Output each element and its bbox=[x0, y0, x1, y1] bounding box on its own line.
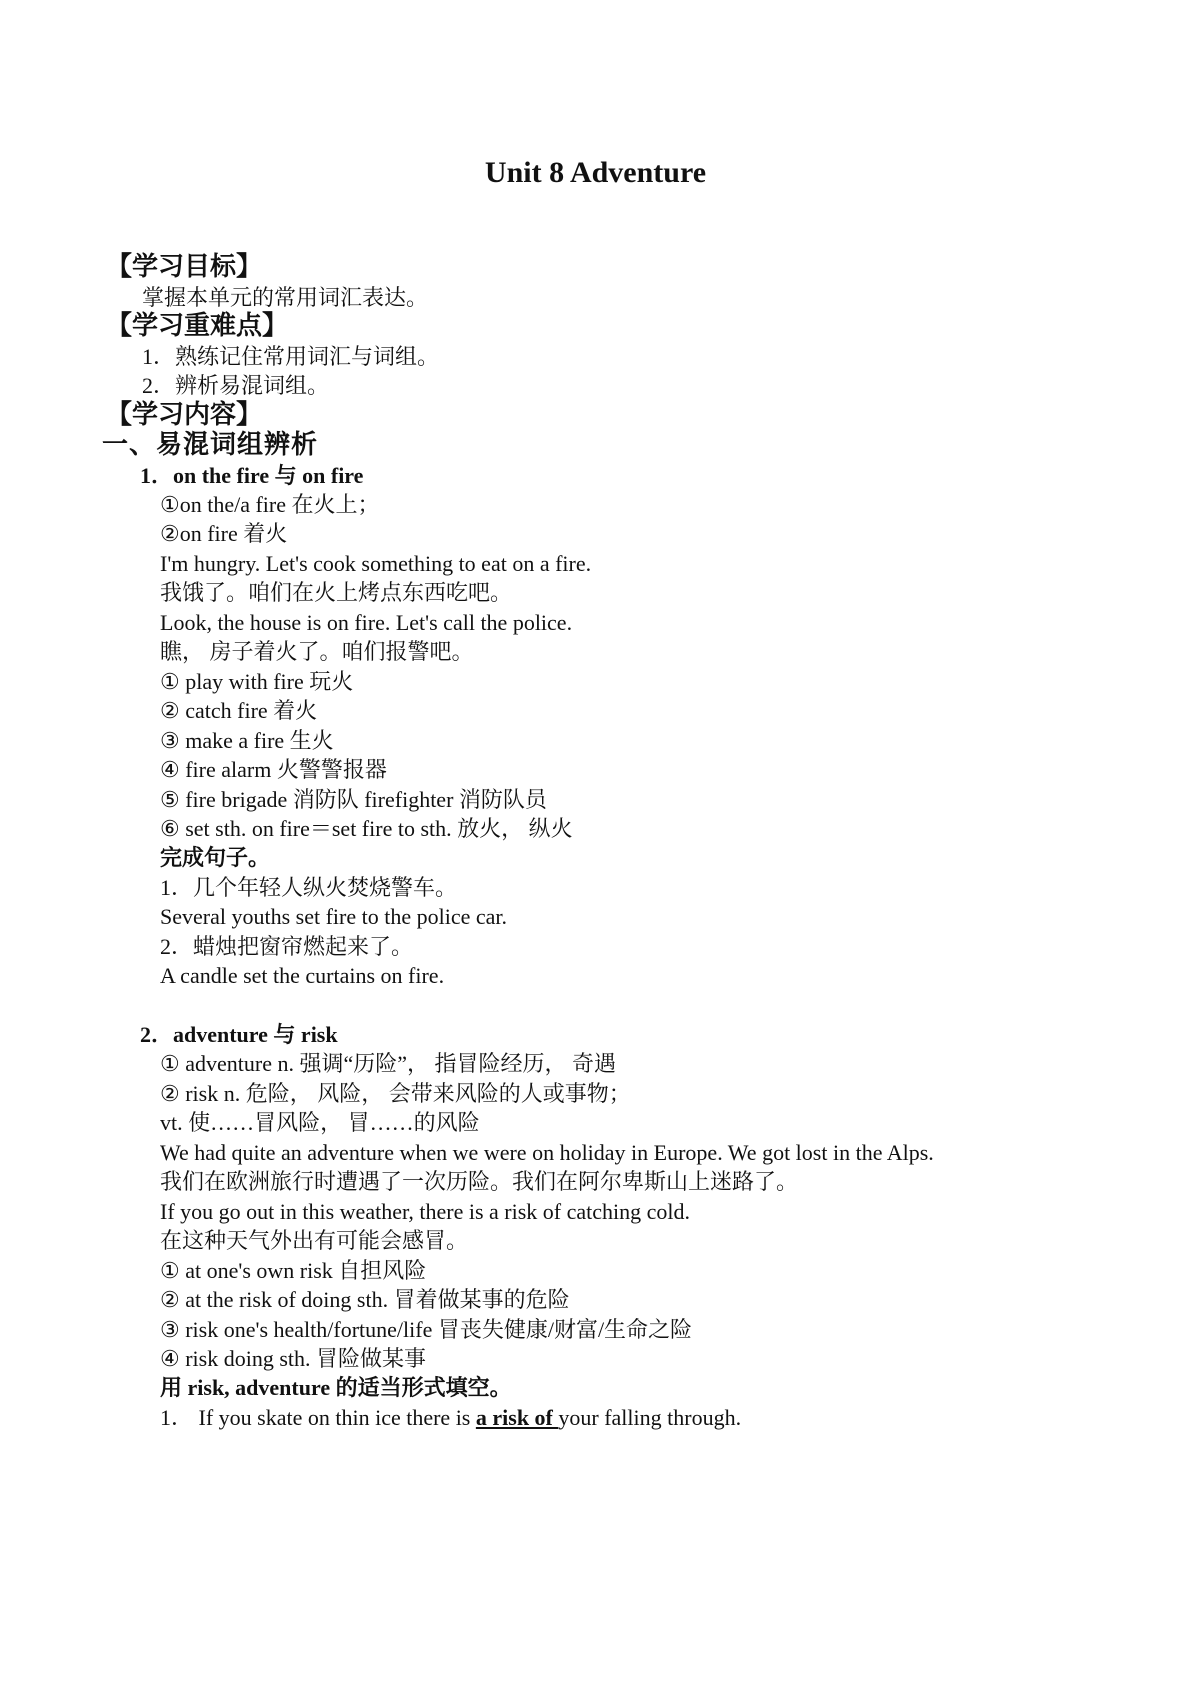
item1-answer-en: A candle set the curtains on fire. bbox=[160, 963, 445, 988]
page-title: Unit 8 Adventure bbox=[484, 156, 707, 189]
item1-phrase: ④ fire alarm 火警警报器 bbox=[160, 757, 387, 782]
item1-question-zh: 1．几个年轻人纵火焚烧警车。 bbox=[160, 875, 458, 900]
item2-example-en: We had quite an adventure when we were on holiday in Europe. We got lost in the Alps. bbox=[160, 1140, 934, 1165]
keypoint-item: 1．熟练记住常用词汇与词组。 bbox=[142, 344, 440, 369]
item1-phrase: ⑥ set sth. on fire＝set fire to sth. 放火， 纵火 bbox=[160, 816, 573, 841]
item1-phrase: ② catch fire 着火 bbox=[160, 698, 318, 723]
item2-phrase: ② at the risk of doing sth. 冒着做某事的危险 bbox=[160, 1287, 570, 1312]
item2-phrase: ④ risk doing sth. 冒险做某事 bbox=[160, 1346, 427, 1371]
item2-example-en: If you go out in this weather, there is a risk of catching cold. bbox=[160, 1199, 691, 1224]
objective-text: 掌握本单元的常用词汇表达。 bbox=[142, 285, 429, 310]
item2-question bbox=[160, 1403, 741, 1433]
item2-heading: 2．adventure 与 risk bbox=[140, 1022, 338, 1047]
item2-phrase: ③ risk one's health/fortune/life 冒丧失健康/财富/生命之险 bbox=[160, 1317, 693, 1342]
keypoints-heading: 【学习重难点】 bbox=[106, 311, 289, 340]
part-one-heading: 一、易混词组辨析 bbox=[102, 430, 319, 459]
item2-exercise-heading: 用 risk, adventure 的适当形式填空。 bbox=[160, 1375, 512, 1400]
item1-phrase: ⑤ fire brigade 消防队 firefighter 消防队员 bbox=[160, 787, 547, 812]
item2-definition: ① adventure n. 强调“历险”， 指冒险经历， 奇遇 bbox=[160, 1051, 616, 1076]
item2-question-suffix: your falling through. bbox=[558, 1405, 742, 1430]
objective-heading: 【学习目标】 bbox=[106, 252, 263, 281]
content-heading: 【学习内容】 bbox=[106, 400, 263, 429]
item1-phrase: ① play with fire 玩火 bbox=[160, 669, 354, 694]
item2-answer-blank: a risk of bbox=[475, 1405, 559, 1430]
item2-definition: vt. 使……冒风险， 冒……的风险 bbox=[160, 1110, 480, 1135]
item1-example-zh: 瞧， 房子着火了。咱们报警吧。 bbox=[160, 639, 474, 664]
item2-phrase: ① at one's own risk 自担风险 bbox=[160, 1258, 427, 1283]
item1-heading: 1．on the fire 与 on fire bbox=[140, 463, 364, 488]
item1-definition: ②on fire 着火 bbox=[160, 521, 288, 546]
item1-question-zh: 2．蜡烛把窗帘燃起来了。 bbox=[160, 934, 414, 959]
item1-example-zh: 我饿了。咱们在火上烤点东西吃吧。 bbox=[160, 580, 513, 605]
item2-question-prefix: 1． If you skate on thin ice there is bbox=[160, 1405, 476, 1430]
item1-example-en: Look, the house is on fire. Let's call the police. bbox=[160, 610, 573, 635]
item1-example-en: I'm hungry. Let's cook something to eat on a fire. bbox=[160, 551, 592, 576]
item2-example-zh: 我们在欧洲旅行时遭遇了一次历险。我们在阿尔卑斯山上迷路了。 bbox=[160, 1169, 799, 1194]
keypoint-item: 2．辨析易混词组。 bbox=[142, 373, 330, 398]
item1-answer-en: Several youths set fire to the police car. bbox=[160, 904, 507, 929]
item1-definition: ①on the/a fire 在火上； bbox=[160, 492, 380, 517]
item1-exercise-heading: 完成句子。 bbox=[160, 845, 271, 870]
item1-phrase: ③ make a fire 生火 bbox=[160, 728, 334, 753]
item2-definition: ② risk n. 危险， 风险， 会带来风险的人或事物； bbox=[160, 1081, 631, 1106]
item2-example-zh: 在这种天气外出有可能会感冒。 bbox=[160, 1228, 469, 1253]
